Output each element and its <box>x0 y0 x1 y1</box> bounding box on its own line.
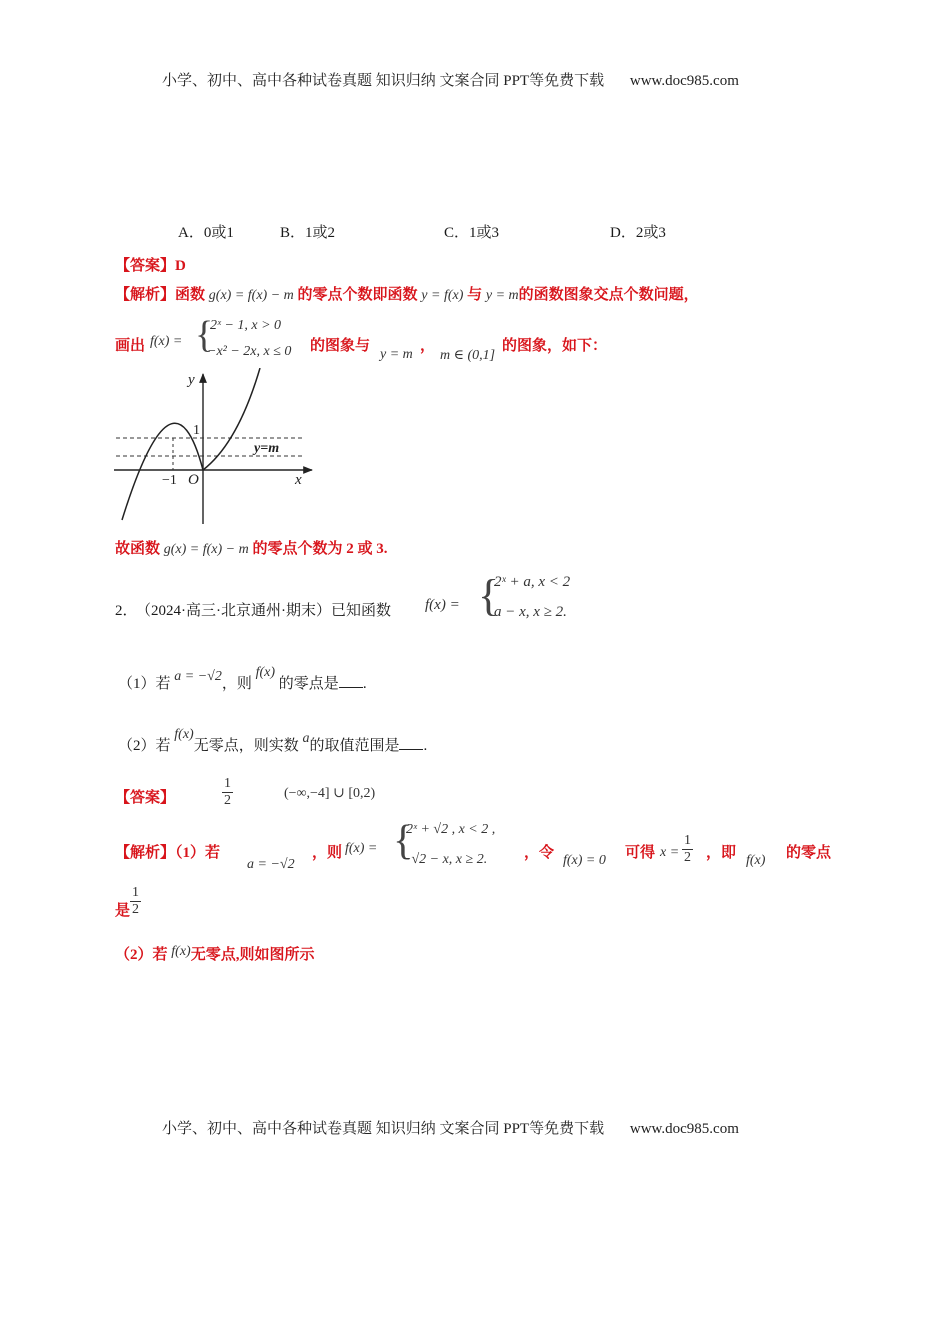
footer-url: www.doc985.com <box>629 1121 739 1137</box>
formula-fx-5: f(x) <box>746 853 766 868</box>
analysis-tag: 【解析】 <box>115 287 176 303</box>
part-text: （2）若 <box>118 738 171 754</box>
answer-row-q1 <box>115 254 186 275</box>
piece-case-1: 2ˣ − 1, x > 0 <box>210 318 282 333</box>
formula-a-neg-sqrt2: a = −√2 <box>174 669 222 684</box>
formula-g: g(x) = f(x) − m <box>208 288 294 303</box>
header-text: 小学、初中、高中各种试卷真题 知识归纳 文案合同 PPT等免费下载 <box>162 73 605 89</box>
answer-blank-2 <box>399 737 423 750</box>
footer-text: 小学、初中、高中各种试卷真题 知识归纳 文案合同 PPT等免费下载 <box>162 1121 605 1137</box>
part-text: ，则 <box>221 676 252 692</box>
option-c: C．1或3 <box>444 225 500 241</box>
conclusion-text: 的零点个数为 2 或 3. <box>252 541 388 557</box>
part-text: （1）若 <box>118 676 171 692</box>
formula-y-m-2: y = m <box>380 347 413 362</box>
question-source: （2024·高三·北京通州·期末）已知函数 <box>143 603 392 619</box>
formula-y-m: y = m <box>485 288 519 303</box>
part2-analysis <box>115 943 314 964</box>
part-text: . <box>362 676 367 692</box>
fraction-denominator: 2 <box>684 850 691 865</box>
y-axis-label: y <box>188 372 195 388</box>
analysis-text: 函数 <box>175 287 206 303</box>
formula-x-eq: x = <box>660 845 680 860</box>
formula-fx-3: f(x) <box>174 727 194 742</box>
origin-label: O <box>188 472 199 488</box>
analysis-text: 的图象，如下： <box>502 338 608 354</box>
formula-fx-6: f(x) <box>171 944 191 959</box>
answer-tag: 【答案】 <box>115 258 176 274</box>
analysis-text: 是 <box>115 903 131 919</box>
tick-label-neg1: −1 <box>162 473 177 488</box>
fraction-denominator: 2 <box>132 902 139 917</box>
answer-range: (−∞,−4] ∪ [0,2) <box>284 786 376 801</box>
formula-g-2: g(x) = f(x) − m <box>163 542 249 557</box>
analysis-text: 的函数图象交点个数问题， <box>518 287 699 303</box>
option-b: B．1或2 <box>280 225 336 241</box>
analysis-line-2-start: 画出 <box>115 338 146 354</box>
brace-icon: { <box>195 314 214 356</box>
formula-m-range: m ∈ (0,1] <box>440 348 496 363</box>
answer-blank-1 <box>339 675 363 688</box>
option-a: A．0或1 <box>178 225 234 241</box>
brace-icon: { <box>478 571 500 620</box>
page-footer <box>162 1117 739 1138</box>
q2-part1 <box>118 665 367 693</box>
analysis-text: 的零点个数即函数 <box>297 287 418 303</box>
q2-case-2: a − x, x ≥ 2. <box>494 604 567 620</box>
analysis-text: 无零点,则如图所示 <box>190 947 315 963</box>
part-text: . <box>423 738 428 754</box>
curve-right <box>203 368 260 470</box>
analysis-text: 的图象与 <box>310 338 371 354</box>
q2-formula-fx: f(x) = <box>425 597 460 613</box>
line-label-y-m: y=m <box>254 441 280 456</box>
page-header <box>162 69 739 90</box>
formula-a: a <box>302 731 310 746</box>
question-number: 2． <box>115 603 138 619</box>
analysis-case-1: 2ˣ + √2 , x < 2 , <box>406 822 496 837</box>
fraction-numerator: 1 <box>684 833 691 848</box>
analysis-comma: ， <box>420 338 436 354</box>
x-fraction <box>682 833 693 866</box>
analysis-text: ，令 <box>524 845 555 861</box>
analysis-case-2: −√2 − x, x ≥ 2. <box>402 852 488 867</box>
brace-icon: { <box>393 818 414 864</box>
formula-fx-zero: f(x) = 0 <box>563 853 606 868</box>
analysis-text: （1）若 <box>175 845 221 861</box>
q2-stem <box>115 599 391 620</box>
analysis-text: 与 <box>467 287 483 303</box>
result-fraction <box>130 885 141 918</box>
tick-label-1: 1 <box>193 423 200 438</box>
answer-value: D <box>175 258 186 274</box>
conclusion-text: 故函数 <box>115 541 161 557</box>
conclusion-line <box>115 537 388 558</box>
q2-part2 <box>118 727 428 755</box>
part-text: 的取值范围是 <box>309 738 400 754</box>
q2-analysis-start <box>115 841 220 862</box>
analysis-text: ，即 <box>706 845 737 861</box>
fraction-denominator: 2 <box>224 793 231 808</box>
answer-tag-q2: 【答案】 <box>115 790 176 806</box>
x-axis-label: x <box>295 472 302 488</box>
analysis-tag: 【解析】 <box>115 845 176 861</box>
q2-case-1: 2ˣ + a, x < 2 <box>494 574 571 590</box>
formula-fx: f(x) = <box>150 334 183 349</box>
analysis-line-1 <box>115 283 699 304</box>
function-graph <box>110 368 320 528</box>
analysis-text: 的零点 <box>786 845 832 861</box>
analysis-text: 可得 <box>625 845 656 861</box>
formula-fx-2: f(x) <box>255 665 276 680</box>
fraction-numerator: 1 <box>132 885 139 900</box>
fraction-numerator: 1 <box>224 776 231 791</box>
part-text: 的零点是 <box>278 676 339 692</box>
part-text: 无零点，则实数 <box>193 738 299 754</box>
formula-fx-4: f(x) = <box>345 841 378 856</box>
header-url: www.doc985.com <box>629 73 739 89</box>
formula-y-fx: y = f(x) <box>421 288 464 303</box>
answer-fraction-half <box>222 776 233 809</box>
option-d: D．2或3 <box>610 225 666 241</box>
piece-case-2: −x² − 2x, x ≤ 0 <box>207 344 292 359</box>
formula-a-neg-sqrt2-2: a = −√2 <box>247 857 295 872</box>
analysis-text: （2）若 <box>115 947 168 963</box>
analysis-text: ，则 <box>312 845 343 861</box>
